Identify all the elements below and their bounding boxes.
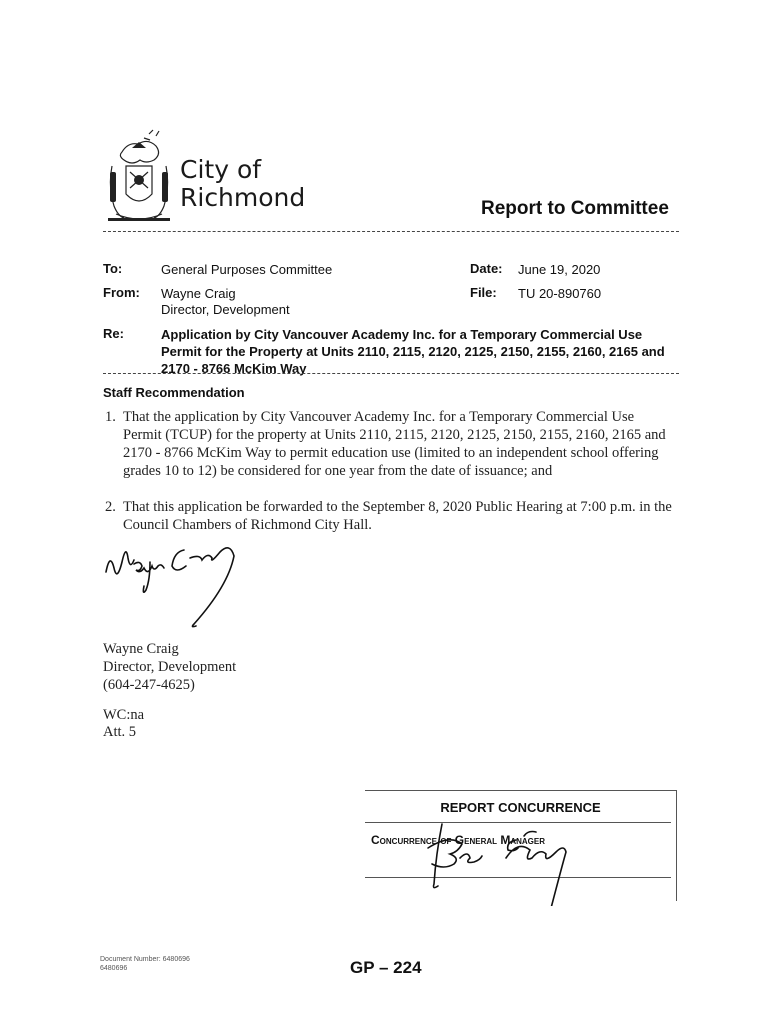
signatory-phone: (604-247-4625) xyxy=(103,677,195,693)
document-number xyxy=(100,955,190,973)
org-name-line1: City of xyxy=(180,155,262,184)
recommendation-text: That the application by City Vancouver Academy Inc. for a Temporary Commercial Use Permit (TCUP) for the property at Units 2110, 2115, 2120, 2125, 2150, 2155, 2160, 2165 and 2170 - 8766 McKim Way to permit education use (limited to an independent school offering grades 10 to 12) be considered for one year from the date of issuance; and xyxy=(123,409,666,479)
header-divider xyxy=(103,231,679,232)
date-label: Date: xyxy=(470,261,503,276)
concurrence-title: REPORT CONCURRENCE xyxy=(440,800,601,815)
organization-name xyxy=(180,156,305,212)
file-value: TU 20-890760 xyxy=(518,286,602,301)
signature-image xyxy=(100,536,260,641)
gm-signature-image xyxy=(420,818,600,906)
recommendation-number: 1. xyxy=(105,409,116,425)
signatory-name: Wayne Craig xyxy=(103,641,179,657)
recommendation-text: That this application be forwarded to the September 8, 2020 Public Hearing at 7:00 p.m. in the Council Chambers of Richmond City Hall. xyxy=(123,499,672,533)
city-crest-logo xyxy=(104,126,174,224)
to-value: General Purposes Committee xyxy=(161,262,333,277)
concurrence-subtitle: Concurrence of General Manager xyxy=(371,833,546,847)
attachments: Att. 5 xyxy=(103,724,137,740)
from-name: Wayne Craig xyxy=(161,286,236,301)
re-label: Re: xyxy=(103,326,124,341)
document-number-line: 6480696 xyxy=(100,965,128,972)
recommendation-number: 2. xyxy=(105,499,116,515)
file-label: File: xyxy=(470,285,497,300)
document-number-line: Document Number: 6480696 xyxy=(100,956,190,963)
org-name-line2: Richmond xyxy=(180,183,306,212)
to-label: To: xyxy=(103,261,123,276)
page-number: GP – 224 xyxy=(350,958,422,977)
subject-divider xyxy=(103,373,679,374)
signatory-title: Director, Development xyxy=(103,659,237,675)
re-subject: Application by City Vancouver Academy Inc. for a Temporary Commercial Use Permit for the Property at Units 2110, 2115, 2120, 2125, 2150, 2155, 2160, 2165 and 2170 - 8766 McKim Way xyxy=(161,327,665,376)
from-label: From: xyxy=(103,285,140,300)
report-title: Report to Committee xyxy=(481,198,669,219)
from-title: Director, Development xyxy=(161,302,290,317)
section-title: Staff Recommendation xyxy=(103,385,245,400)
date-value: June 19, 2020 xyxy=(518,262,601,277)
initials: WC:na xyxy=(103,707,145,723)
